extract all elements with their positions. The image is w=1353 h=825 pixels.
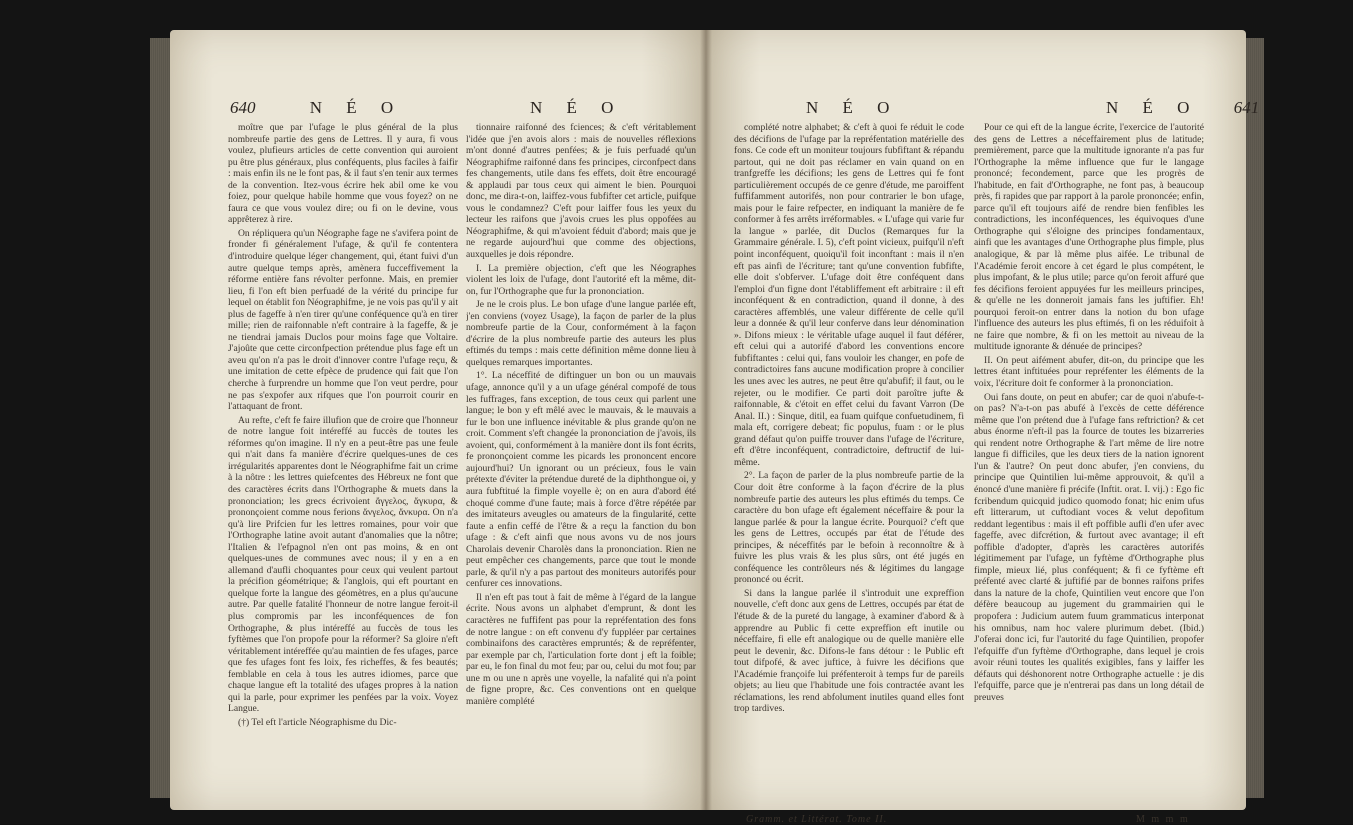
- book-gutter: [700, 30, 712, 810]
- left-page-column-2: [466, 122, 696, 812]
- paragraph: I. La première objection, c'eft que les Néographes violent les loix de l'ufage, dont l'autorité eft la même, dit-on, fur l'Orthographe que fur la prononciation.: [466, 262, 696, 297]
- right-page-edges: [1244, 38, 1264, 798]
- paragraph: Oui fans doute, on peut en abufer; car de quoi n'abufe-t-on pas? N'a-t-on pas abufé à l'excès de cette déférence même que l'on prétend due à l'ufage fans reftriction? & cet abus énorme n'eft-il pas la fource de toutes les bizarreries qui rendent notre Orthographe & l'art même de lire notre langue fi difficiles, que les deux tiers de la nation ignorent l'un & l'autre? On peut donc abufer, j'en conviens, du principe que Quintilien lui-même approuvoit, & qu'il a énoncé d'une manière fi précife (Inftit. orat. I. vij.) : Ego fic fcribendum quicquid judico quomodo fonat; hic enim ufus eft litterarum, ut cuftodiant voces & velut depofitum reddant legentibus : mais il eft poffible aufli d'en ufer avec fageffe, avec difcrétion, & furtout avec avantage; il eft poffible d'adopter, d'après les caractères autorifés légitimement par l'ufage, un fyftème d'Orthographe plus fimple, mieux lié, plus conféquent; & fi ce fyftème eft préfenté avec clarté & juftifié par de bonnes raifons prifes dans la nature de la chofe, Quintilien veut encore que l'on défère beaucoup au jugement du grammairien qui le propofera : Judicium autem fuum grammaticus interponat his omnibus, nam hoc valere plurimum debet. (Ibid.) J'oferai donc ici, fur l'autorité du fage Quintilien, propofer l'efquiffe d'un fyftème d'Orthographe, dans lequel je crois avoir réuni toutes les qualités exigibles, fans y laiffer les défauts qui déshonorent notre Orthographe actuelle : je dis l'efquiffe, parce que je n'entrerai pas dans un long détail de preuves: [974, 391, 1204, 703]
- left-page-header: [230, 98, 403, 118]
- right-page-header: [1106, 98, 1259, 118]
- paragraph: On répliquera qu'un Néographe fage ne s'avifera point de fronder fi généralement l'ufage, & qu'il fe contentera d'introduire quelque léger changement, qui, étant fuivi d'un autre quelque temps après, amènera fucceffivement la réforme entière fans révolter perfonne. Mais, en premier lieu, fi l'on eft bien perfuadé de la vérité du principe fur lequel on établit fon Néographifme, je ne vois pas qu'il y ait plus de fageffe à n'en tirer qu'une conféquence qu'à en tirer mille; rien de raifonnable n'eft contraire à la fageffe, & je ne tiendrai jamais Duclos pour moins fage que Voltaire. J'ajoûte que cette circonfpection prétendue plus fage eft un aveu qu'on n'a pas le droit d'innover contre l'ufage reçu, & une imitation de cette efpèce de prudence qui fait que l'on cherche à furprendre un homme que l'on veut perdre, pour ne pas s'expofer aux rifques que l'on pourroit courir en l'attaquant de front.: [228, 227, 458, 413]
- right-running-head-1: N É O: [806, 98, 900, 117]
- left-page-edges: [150, 38, 172, 798]
- paragraph: (†) Tel eft l'article Néographisme du Dic-: [238, 716, 397, 728]
- left-page-number: 640: [230, 98, 256, 117]
- paragraph: 2°. La façon de parler de la plus nombreufe partie de la Cour doit être conforme à la façon d'écrire de la plus nombreufe partie des auteurs les plus eftimés du temps. Ce caractère du bon ufage eft également néceffaire & pour la langue parlée & pour la langue écrite. Pourquoi? c'eft que les gens de Lettres, occupés par état de l'étude des principes, & néceffités par le befoin à reconnoître & à fuivre les plus vrais & les plus sûrs, ont été jugés en conféquence les contrôleurs nés & légitimes du langage prononcé ou écrit.: [734, 470, 964, 586]
- paragraph: moître que par l'ufage le plus général de la plus nombreufe partie des gens de Lettres. Il y aura, fi vous voulez, plufieurs articles de cette convention qui auroient pu être plus généraux, plus conféquents, plus faciles à faifir : mais enfin ils ne le font pas, & il faut s'en tenir aux termes de la convention. Itez-vous écrire hek abil ome ke vou foiez, pour quelque habile homme que vous foyez? on ne faura ce que vous voulez dire; ou fi on le devine, vous apprêterez à rire.: [228, 122, 458, 226]
- left-page: [170, 30, 706, 810]
- paragraph: II. On peut aifément abufer, dit-on, du principe que les lettres étant inftituées pour repréfenter les éléments de la voix, l'écriture doit fe conformer à la prononciation.: [974, 354, 1204, 390]
- left-running-head-1: N É O: [309, 98, 404, 117]
- right-page-column-2: [974, 122, 1204, 812]
- left-running-head-2: N É O: [530, 98, 624, 117]
- left-page-column-1: [228, 122, 458, 812]
- right-page: [706, 30, 1260, 825]
- paragraph: 1°. La néceffité de diftinguer un bon ou un mauvais ufage, annonce qu'il y a un ufage général compofé de tous les fuffrages, fans exception, de tous ceux qui parlent une langue; le bon y eft mêlé avec le mauvais, & le mauvais a fur le bon une influence inévitable & plus grande qu'on ne croit. Comment s'eft changée la prononciation de j'avois, ils avoient, qui, conformément à la manière dont ils font écrits, fe prononçoient comme les picards les prononcent encore aujourd'hui? Un ignorant ou un précieux, fous le vain prétexte d'éviter la prétendue dureté de la diphthongue oi, y aura fubftitué la fimple voyelle è; on en aura d'abord été choqué comme d'une faute; mais à force d'être répétée par des imitateurs aveugles ou amateurs de la fingularité, cette faute a enfin ceffé de l'être & a reçu la fanction du bon ufage : & c'eft ainfi que nous avons vu de nos jours Charolais devenir Charolès dans la prononciation. Rien ne peut empêcher ces changements, parce que tout le monde parle, & qu'il n'y a pas partout des moniteurs autorifés pour cenfurer ces innovations.: [466, 370, 696, 590]
- right-page-column-1: [734, 122, 964, 812]
- paragraph: complété notre alphabet; & c'eft à quoi fe réduit le code des décifions de l'ufage par la repréfentation matérielle des fons. Ce code eft un moniteur toujours fubfiftant & répandu partout, qui ne doit pas réclamer en vain quand on en tranfgreffe les décifions; les gens de Lettres qui fe font particulièrement occupés de ce genre d'étude, me paroiffent fuffifamment autorifés, non pour contrarier le bon ufage, mais pour le faire refpecter, en indiquant la manière de fe conformer à fes arrêts irréformables. « L'ufage qui varie fur la langue » parlée, dit Duclos (Remarques fur la Grammaire générale. I. 5), c'eft point vicieux, puifqu'il n'eft point inconféquent, quoiqu'il foit inconftant : mais il n'en eft pas ainfi de l'écriture; tant qu'une convention fubfifte, elle doit s'obferver. L'ufage doit être conféquent dans l'emploi d'un figne dont l'établiffement eft arbitraire : il eft inconféquent & en contradiction, quand il donne, à des caractères affemblés, une valeur différente de celle qu'il leur a donnée & qu'il leur conferve dans leur dénomination ». Difons mieux : le véritable ufage auquel il faut déférer, eft celui qui a autorifé d'abord les conventions encore fubfiftantes : celui qui, fans vouloir les changer, en pofe de contradictoires fans aucune modification propre à concilier les unes avec les autres, ne peut être qu'abufif; il faut, ou le rejeter, ou le modifier. Ce parti doit paroître jufte & raifonnable, & c'étoit en effet celui du favant Varron (De Anal. II.) : Sinque, ditil, ea fuam quifque confuetudinem, fi mala eft, corrigere debeat; fic populus, fuam : or le plus grand défaut qu'on puiffe trouver dans l'ufage de l'écriture, eft d'être inconféquent, contradictoire, deftructif de lui-même.: [734, 122, 964, 468]
- paragraph: tionnaire raifonné des fciences; & c'eft véritablement l'idée que j'en avois alors : mais de nouvelles réflexions m'ont donné d'autres penfées; & je fuis perfuadé qu'un Néographifme raifonné dans fes principes, circonfpect dans fes changements, utile dans fes effets, doit être encouragé & applaudi par tous ceux qui aiment le bien. Pourquoi donc, me dira-t-on, laiffez-vous fubfifter cet article, puifque vous le condamnez? C'eft pour laiffer fous les yeux du lecteur les raifons que j'avois crues les plus oppofées au Néographifme, & qui m'avoient féduit d'abord; mais que je ne regarde aujourd'hui que comme des objections, auxquelles je dois répondre.: [466, 122, 696, 261]
- paragraph: Il n'en eft pas tout à fait de même à l'égard de la langue écrite. Nous avons un alphabet d'emprunt, & dont les caractères ne fuffifent pas pour la repréfentation des fons de notre langue : on eft convenu d'y fuppléer par certaines combinaifons des caractères empruntés; & de repréfenter, par exemple par ch, l'articulation forte dont j eft la foible; par eu, le fon final du mot feu; par ou, celui du mot fou; par une m ou une n après une voyelle, la nafalité qui n'a point de figne propre, &c. Ces conventions ont en quelque manière complété: [466, 591, 696, 707]
- right-running-head-2: N É O: [1106, 98, 1200, 117]
- signature-mark: M m m m: [1136, 814, 1190, 825]
- page-footer: Gramm. et Littérat. Tome II.: [746, 814, 888, 825]
- paragraph: Au refte, c'eft fe faire illufion que de croire que l'honneur de notre langue foit intéreffé au fuccès de toutes les réformes qu'on imagine. Il n'y en a peut-être pas une feule qui n'ait dans fa manière d'écrire quelques-unes de ces irrégularités apparentes dont le Néographifme fait un crime à la nôtre : les lettres quiefcentes des Hébreux ne font que des caractères écrits dans l'Orthographe & muets dans la prononciation; les grecs écrivoient ἄγγελος, ἄγκυρα, & prononçoient comme nous ferions ἄνγελος, ἄνκυρα. On n'a qu'à lire Prifcien fur les lettres romaines, pour voir que l'Orthographe latine avoit autant d'anomalies que la nôtre; l'Italien & l'efpagnol n'en ont pas moins, & en ont quelques-unes de communes avec nous; il y en a en allemand d'aufli choquantes pour ceux qui veulent partout la précifion géométrique; & l'anglois, qui eft pourtant en quelque forte la langue des géomètres, en a plus qu'aucune autre. Par quelle fatalité l'honneur de notre langue feroit-il plus compromis par les inconféquences de fon Orthographe, & plus intéreffé au fuccès de tous les fyftèmes que l'on propofe pour la réformer? Sa gloire n'eft véritablement intéreffée qu'au maintien de fes ufages, parce que fes ufages font fes loix, fes richeffes, & fes beautés; femblable en cela à tous les autres idiomes, parce que chaque langue eft la totalité des ufages propres à la nation qui la parle, pour exprimer les penfées par la voix. Voyez Langue.: [228, 414, 458, 715]
- paragraph: Je ne le crois plus. Le bon ufage d'une langue parlée eft, j'en conviens (voyez Usage), la façon de parler de la plus nombreufe partie de la Cour, conformément à la façon d'écrire de la plus nombreufe partie des auteurs les plus eftimés du temps : mais cette définition même donne lieu à quelques remarques importantes.: [466, 299, 696, 368]
- paragraph: Pour ce qui eft de la langue écrite, l'exercice de l'autorité des gens de Lettres a néceffairement plus de latitude; premièrement, parce que la multitude ignorante n'a pas fur l'Orthographe la même influence que fur le langage prononcé; fecondement, parce que les progrès de l'habitude, en fait d'Orthographe, ne font pas, à beaucoup près, fi rapides que par rapport à la parole prononcée; enfin, parce qu'il eft toujours aifé de rendre bien fenfibles les contradictions, les inconféquences, les équivoques d'une Orthographe qui s'éloigne des principes fondamentaux, ainfi que les avantages d'une Orthographe plus fimple, plus analogique, & par là même plus aifée. Le tribunal de l'Académie feroit encore à cet égard le plus compétent, le plus impofant, & le plus utile; parce qu'on feroit affuré que fes décifions feroient appuyées fur les meilleurs principes, & qu'elle ne les donneroit jamais fans les juftifier. Eh! pourquoi feroit-on entrer dans la notion du bon ufage l'influence des auteurs les plus eftimés, fi on les réduifoit à ne faire que nombre, & fi on les mettoit au niveau de la multitude ignorante & dénuée de principes?: [974, 122, 1204, 353]
- right-page-number: 641: [1233, 98, 1260, 117]
- paragraph: Si dans la langue parlée il s'introduit une expreffion nouvelle, c'eft donc aux gens de Lettres, occupés par état de l'étude & de la pureté du langage, à examiner d'abord & à apprendre au Public fi cette expreffion eft inutile ou néceffaire, fi elle eft analogique ou de quelle manière elle peut le devenir, &c. Difons-le fans détour : le Public eft tout difpofé, & avec juftice, à fuivre les décifions que l'Académie françoife lui préfenteroit à temps fur de pareils objets; au lieu que l'habitude une fois contractée avant les réclamations, les rend abfolument inutiles quand elles font trop tardives.: [734, 587, 964, 715]
